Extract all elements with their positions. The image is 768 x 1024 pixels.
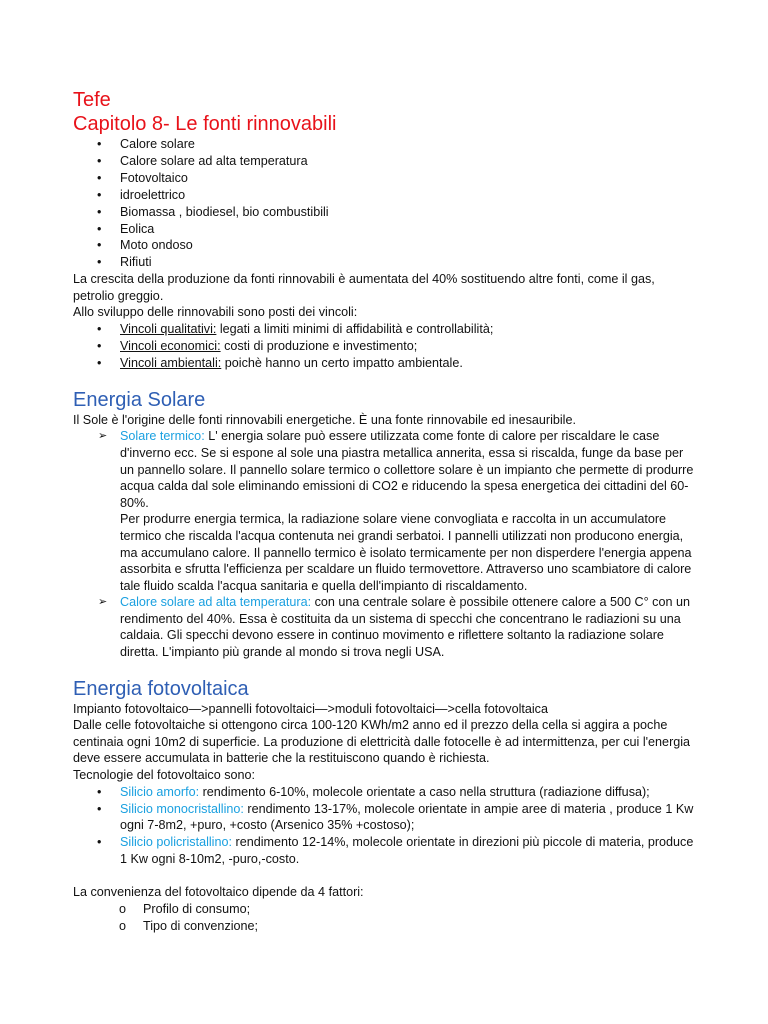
list-item: ➢ Calore solare ad alta temperatura: con una centrale solare è possibile ottenere calore a 500 C° con un rendimento del 40%. Essa è costituita da un sistema di specchi che concentrano le radiazioni su una caldaia. Gli specchi devono essere in continuo movimento e riflettere soltanto la radiazione solare diretta. L'impianto più grande al mondo si trova negli USA.	[98, 595, 690, 660]
list-item: • Fotovoltaico	[97, 170, 188, 185]
list-item: • Moto ondoso	[97, 238, 193, 253]
paragraph: Il Sole è l'origine delle fonti rinnovabili energetiche. È una fonte rinnovabile ed inesauribile.	[73, 412, 576, 427]
paragraph: La crescita della produzione da fonti rinnovabili è aumentata del 40% sostituendo altre fonti, come il gas, petrolio greggio.	[73, 272, 655, 303]
list-item: • Biomassa , biodiesel, bio combustibili	[97, 204, 329, 219]
list-item: • Vincoli economici: costi di produzione e investimento;	[97, 338, 418, 353]
arrow-bullet-icon: ➢	[98, 430, 108, 443]
paragraph: Tecnologie del fotovoltaico sono:	[73, 768, 256, 783]
solare-list	[73, 428, 699, 660]
tech-list	[73, 784, 699, 869]
paragraph: Impianto fotovoltaico—>pannelli fotovoltaici—>moduli fotovoltaici—>cella fotovoltaica	[73, 701, 548, 716]
list-item: • Silicio policristallino: rendimento 12-14%, molecole orientate in direzioni più piccole di materia, produce 1 Kw ogni 8-10m2, -puro,-costo.	[97, 835, 694, 867]
list-item: o Profilo di consumo;	[119, 901, 251, 916]
list-item: • idroelettrico	[97, 187, 186, 202]
chapter-title: Capitolo 8- Le fonti rinnovabili	[73, 113, 337, 135]
arrow-bullet-icon: ➢	[98, 596, 108, 609]
list-item: ➢ Solare termico: L' energia solare può essere utilizzata come fonte di calore per riscaldare le case d'inverno ecc. Se si espone al sole una piastra metallica annerita, essa si riscalda, funge da base per un pannello solare. Il pannello solare termico o collettore solare è un impianto che permette di produrre acqua calda dal sole eliminando emissioni di CO2 e riducendo la spesa energetica dei cittadini del 60-80%. Per produrre energia termica, la radiazione solare viene convogliata e raccolta in un accumulatore termico che riscalda l'acqua contenuta nei grandi serbatoi. I pannelli utilizzati non producono energia, ma accumulano calore. Il pannello termico è isolato termicamente per non disperdere l'energia appena assorbita e sfrutta l'efficienza per scaldare un fluido termovettore. Attraverso uno scambiatore di calore tale fluido scalda l'acqua sanitaria e quella dell'impianto di riscaldamento.	[98, 429, 694, 593]
section-heading: Energia fotovoltaica	[73, 677, 249, 700]
list-item: • Calore solare	[97, 137, 195, 151]
list-item: • Silicio monocristallino: rendimento 13-17%, molecole orientate in ampie aree di materia , produce 1 Kw ogni 7-8m2, +puro, +costo (Arsenico 35% +costoso);	[97, 801, 694, 833]
paragraph: La convenienza del fotovoltaico dipende da 4 fattori:	[73, 885, 364, 900]
paragraph: Allo sviluppo delle rinnovabili sono posti dei vincoli:	[73, 305, 358, 320]
fattori-list	[73, 901, 699, 935]
list-item: • Eolica	[97, 221, 155, 236]
document-page	[73, 88, 699, 935]
paragraph: Dalle celle fotovoltaiche si ottengono circa 100-120 KWh/m2 anno ed il prezzo della cella si aggira a poche centinaia ogni 10m2 di superficie. La produzione di elettricità dalle fotocelle è ad intermittenza, per cui l'energia deve essere accumulata in batterie che la restituiscono quando è richiesta.	[73, 718, 691, 766]
list-item: o Tipo di convenzione;	[119, 918, 259, 933]
vincoli-list	[73, 321, 699, 372]
list-item: • Vincoli ambientali: poichè hanno un certo impatto ambientale.	[97, 355, 463, 370]
list-item: • Silicio amorfo: rendimento 6-10%, molecole orientate a caso nella struttura (radiazione diffusa);	[97, 784, 650, 799]
section-heading: Energia Solare	[73, 388, 206, 411]
list-item: • Calore solare ad alta temperatura	[97, 153, 308, 168]
doc-title: Tefe	[73, 89, 111, 111]
sources-list	[73, 136, 699, 271]
list-item: • Rifiuti	[97, 255, 152, 270]
list-item: • Vincoli qualitativi: legati a limiti minimi di affidabilità e controllabilità;	[97, 322, 494, 337]
